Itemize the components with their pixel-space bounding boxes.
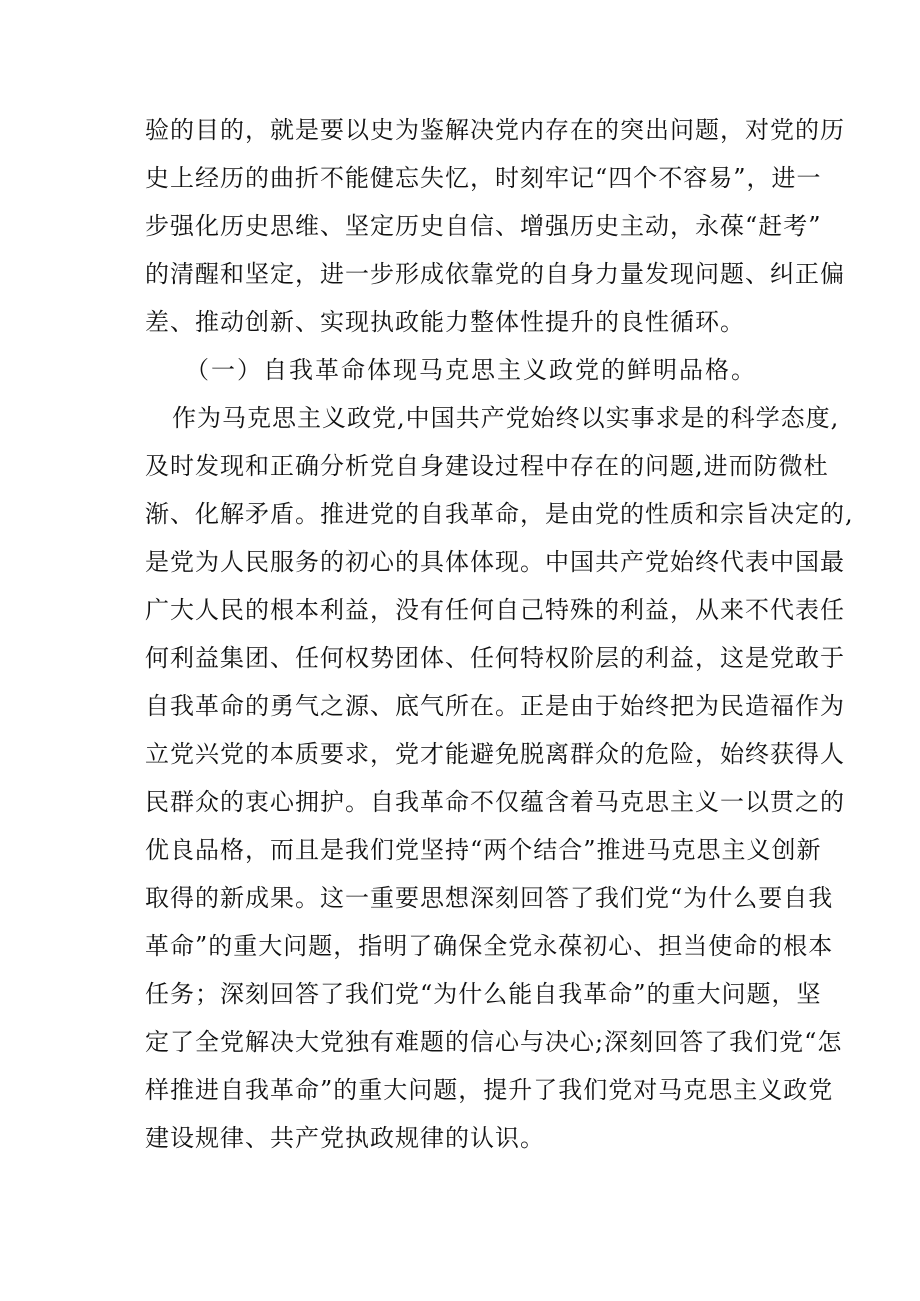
text-line: 及时发现和正确分析党自身建设过程中存在的问题,进而防微杜: [145, 452, 829, 480]
text-line: 立党兴党的本质要求，党才能避免脱离群众的危险，始终获得人: [145, 740, 845, 768]
text-line: 革命”的重大问题，指明了确保全党永葆初心、担当使命的根本: [145, 932, 834, 960]
text-line: 广大人民的根本利益，没有任何自己特殊的利益，从来不代表任: [145, 596, 845, 624]
text-line: 渐、化解矛盾。推进党的自我革命，是由党的性质和宗旨决定的,: [145, 500, 854, 528]
text-line: 验的目的，就是要以史为鉴解决党内存在的突出问题，对党的历: [145, 116, 845, 144]
text-line: 任务；深刻回答了我们党“为什么能自我革命”的重大问题，坚: [145, 980, 822, 1008]
text-line: 的清醒和坚定，进一步形成依靠党的自身力量发现问题、纠正偏: [145, 260, 845, 288]
text-line: 步强化历史思维、坚定历史自信、增强历史主动，永葆“赶考”: [145, 212, 822, 240]
text-line: 民群众的衷心拥护。自我革命不仅蕴含着马克思主义一以贯之的: [145, 788, 845, 816]
continuation-paragraph: [145, 106, 845, 346]
text-line: 差、推动创新、实现执政能力整体性提升的良性循环。: [145, 308, 745, 336]
text-line: 何利益集团、任何权势团体、任何特权阶层的利益，这是党敢于: [145, 644, 845, 672]
body-paragraph: [145, 394, 854, 1162]
text-line: 取得的新成果。这一重要思想深刻回答了我们党“为什么要自我: [145, 884, 834, 912]
text-line: 建设规律、共产党执政规律的认识。: [145, 1124, 545, 1152]
section-heading: （一）自我革命体现马克思主义政党的鲜明品格。: [185, 356, 757, 384]
text-line: 作为马克思主义政党,中国共产党始终以实事求是的科学态度,: [172, 404, 840, 432]
text-line: 是党为人民服务的初心的具体体现。中国共产党始终代表中国最: [145, 548, 845, 576]
document-body: [145, 106, 854, 1162]
text-line: 定了全党解决大党独有难题的信心与决心;深刻回答了我们党“怎: [145, 1028, 843, 1056]
text-line: 史上经历的曲折不能健忘失忆，时刻牢记“四个不容易”，进一: [145, 164, 822, 192]
text-line: 优良品格，而且是我们党坚持“两个结合”推进马克思主义创新: [145, 836, 822, 864]
text-line: 样推进自我革命”的重大问题，提升了我们党对马克思主义政党: [145, 1076, 834, 1104]
text-line: 自我革命的勇气之源、底气所在。正是由于始终把为民造福作为: [145, 692, 845, 720]
